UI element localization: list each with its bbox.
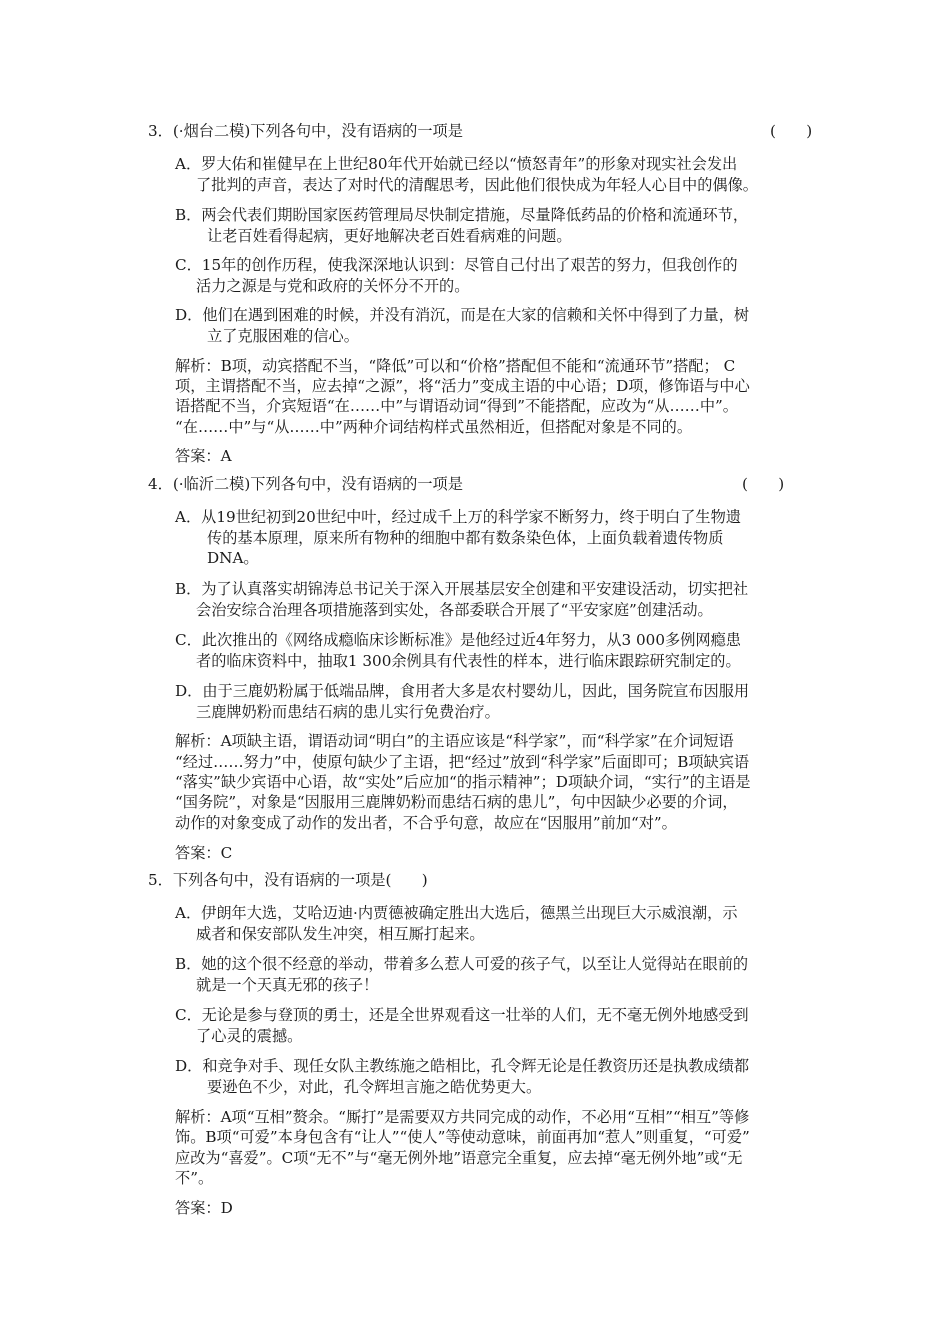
q4-option-b-line1: B．为了认真落实胡锦涛总书记关于深入开展基层安全创建和平安建设活动，切实把社 — [175, 580, 749, 598]
q3-analysis-line4: “在……中”与“从……中”两种介词结构样式虽然相近，但搭配对象是不同的。 — [175, 418, 693, 436]
q3-analysis-line3: 语搭配不当，介宾短语“在……中”与谓语动词“得到”不能搭配，应改为“从……中”。 — [175, 397, 738, 415]
q4-option-a-line1: A．从19世纪初到20世纪中叶，经过成千上万的科学家不断努力，终于明白了生物遗 — [175, 508, 741, 526]
q5-option-d-line2: 要逊色不少，对此，孔令辉坦言施之皓优势更大。 — [207, 1078, 542, 1096]
q5-option-d-line1: D．和竞争对手、现任女队主教练施之皓相比，孔令辉无论是任教资历还是执教成绩都 — [175, 1057, 750, 1075]
q5-option-b-line2: 就是一个天真无邪的孩子！ — [196, 976, 379, 994]
q5-analysis-line1: 解析：A项“互相”赘余。“厮打”是需要双方共同完成的动作，不必用“互相”“相互”等修 — [175, 1108, 750, 1126]
q3-option-c-line1: C．15年的创作历程，使我深深地认识到：尽管自己付出了艰苦的努力，但我创作的 — [175, 256, 738, 274]
q5-analysis-line4: 不”。 — [175, 1169, 214, 1187]
q3-option-b-line1: B．两会代表们期盼国家医药管理局尽快制定措施，尽量降低药品的价格和流通环节， — [175, 206, 749, 224]
q4-analysis-line4: “国务院”，对象是“因服用三鹿牌奶粉而患结石病的患儿”，句中因缺少必要的介词， — [175, 793, 738, 811]
q4-analysis-line5: 动作的对象变成了动作的发出者，不合乎句意，故应在“因服用”前加“对”。 — [175, 814, 677, 832]
q3-analysis-line2: 项，主谓搭配不当，应去掉“之源”，将“活力”变成主语的中心语；D项，修饰语与中心 — [175, 377, 750, 395]
q4-option-c-line2: 者的临床资料中，抽取1 300余例具有代表性的样本，进行临床跟踪研究制定的。 — [196, 652, 741, 670]
q4-option-d-line1: D．由于三鹿奶粉属于低端品牌，食用者大多是农村婴幼儿，因此，国务院宣布因服用 — [175, 682, 750, 700]
q5-analysis-line2: 饰。B项“可爱”本身包含有“让人”“使人”等使动意味，前面再加“惹人”则重复，“可爱” — [175, 1128, 750, 1146]
q4-option-a-line3: DNA。 — [207, 549, 259, 567]
q5-option-c-line2: 了心灵的震撼。 — [196, 1027, 303, 1045]
q5-answer: 答案：D — [175, 1199, 233, 1217]
q4-option-d-line2: 三鹿牌奶粉而患结石病的患儿实行免费治疗。 — [196, 703, 500, 721]
question-3-stem: 3．(·烟台二模)下列各句中，没有语病的一项是 — [148, 122, 463, 140]
q4-option-a-line2: 传的基本原理，原来所有物种的细胞中都有数条染色体，上面负载着遗传物质 — [207, 529, 724, 547]
question-3-answer-blank: ( ) — [770, 122, 813, 140]
question-5-stem: 5．下列各句中，没有语病的一项是( ) — [148, 871, 428, 889]
q3-option-a-line1: A．罗大佑和崔健早在上世纪80年代开始就已经以“愤怒青年”的形象对现实社会发出 — [175, 155, 738, 173]
q5-option-c-line1: C．无论是参与登顶的勇士，还是全世界观看这一壮举的人们，无不毫无例外地感受到 — [175, 1006, 749, 1024]
q5-option-a-line1: A．伊朗年大选，艾哈迈迪·内贾德被确定胜出大选后，德黑兰出现巨大示威浪潮，示 — [175, 904, 738, 922]
q3-option-c-line2: 活力之源是与党和政府的关怀分不开的。 — [196, 277, 470, 295]
q3-answer: 答案：A — [175, 447, 232, 465]
q4-option-b-line2: 会治安综合治理各项措施落到实处，各部委联合开展了“平安家庭”创建活动。 — [196, 601, 713, 619]
q4-analysis-line3: “落实”缺少宾语中心语，故“实处”后应加“的指示精神”；D项缺介词，“实行”的主语是 — [175, 773, 751, 791]
q3-option-a-line2: 了批判的声音，表达了对时代的清醒思考，因此他们很快成为年轻人心目中的偶像。 — [196, 176, 758, 194]
q5-option-a-line2: 威者和保安部队发生冲突，相互厮打起来。 — [196, 925, 485, 943]
q3-option-b-line2: 让老百姓看得起病，更好地解决老百姓看病难的问题。 — [207, 227, 572, 245]
q4-answer: 答案：C — [175, 844, 233, 862]
q3-option-d-line1: D．他们在遇到困难的时候，并没有消沉，而是在大家的信赖和关怀中得到了力量，树 — [175, 306, 750, 324]
q5-analysis-line3: 应改为“喜爱”。C项“无不”与“毫无例外地”语意完全重复，应去掉“毫无例外地”或“无 — [175, 1149, 743, 1167]
q3-analysis-line1: 解析：B项，动宾搭配不当，“降低”可以和“价格”搭配但不能和“流通环节”搭配； C — [175, 357, 736, 375]
q4-analysis-line1: 解析：A项缺主语，谓语动词“明白”的主语应该是“科学家”，而“科学家”在介词短语 — [175, 732, 734, 750]
question-4-answer-blank: ( ) — [742, 475, 785, 493]
q4-analysis-line2: “经过……努力”中，使原句缺少了主语，把“经过”放到“科学家”后面即可；B项缺宾语 — [175, 753, 750, 771]
q4-option-c-line1: C．此次推出的《网络成瘾临床诊断标准》是他经过近4年努力，从3 000多例网瘾患 — [175, 631, 741, 649]
question-4-stem: 4．(·临沂二模)下列各句中，没有语病的一项是 — [148, 475, 463, 493]
q3-option-d-line2: 立了克服困难的信心。 — [207, 327, 359, 345]
q5-option-b-line1: B．她的这个很不经意的举动，带着多么惹人可爱的孩子气，以至让人觉得站在眼前的 — [175, 955, 749, 973]
